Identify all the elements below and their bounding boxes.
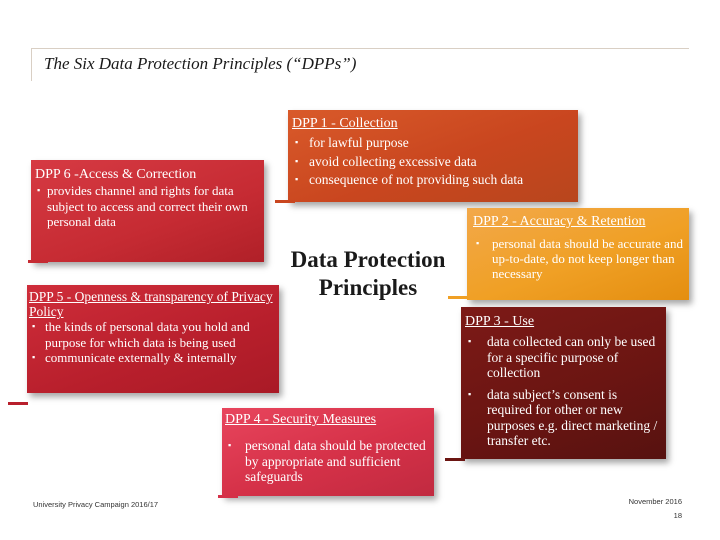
dpp2-heading: DPP 2 - Accuracy & Retention [473, 214, 646, 229]
dpp3-accent-tick [445, 458, 465, 461]
center-title: Data Protection Principles [290, 247, 446, 300]
list-item: ▪ the kinds of personal data you hold and purpose for which data is being used [32, 319, 250, 350]
bullet-icon: ▪ [468, 388, 472, 399]
footer-date: November 2016 [628, 497, 682, 506]
bullet-icon: ▪ [37, 185, 41, 195]
dpp4-bullet-list [225, 438, 430, 485]
dpp5-box [27, 285, 279, 393]
slide-title: The Six Data Protection Principles (“DPPs”) [44, 54, 357, 73]
dpp3-box [461, 307, 666, 459]
list-item: ▪ data collected can only be used for a specific purpose of collection [468, 334, 656, 380]
footer-campaign: University Privacy Campaign 2016/17 [33, 500, 159, 509]
dpp4-box [222, 408, 434, 496]
dpp2-box [467, 208, 689, 300]
dpp6-heading: DPP 6 -Access & Correction [35, 167, 197, 182]
dpp4-accent-tick [218, 495, 238, 498]
dpp2-bullet-list [473, 236, 686, 281]
dpp3-heading: DPP 3 - Use [465, 314, 535, 329]
title-frame-corner [31, 48, 32, 81]
bullet-icon: ▪ [32, 352, 36, 362]
bullet-icon: ▪ [295, 155, 299, 166]
bullet-icon: ▪ [295, 137, 299, 147]
title-frame-line [31, 48, 689, 49]
page-number: 18 [673, 511, 682, 520]
dpp2-accent-tick [448, 296, 468, 299]
dpp6-accent-tick [28, 260, 48, 263]
bullet-icon: ▪ [295, 174, 299, 184]
dpp1-bullet-list [292, 135, 574, 188]
dpp5-bullet-list [29, 319, 275, 366]
list-item: ▪ data subject’s consent is required for other or new purposes e.g. direct marketing / transfer etc. [468, 386, 658, 448]
list-item: ▪ consequence of not providing such data [295, 172, 524, 187]
bullet-icon: ▪ [476, 238, 480, 248]
dpp1-heading: DPP 1 - Collection [292, 116, 398, 131]
list-item: ▪ personal data should be protected by appropriate and sufficient safeguards [228, 438, 426, 484]
dpp4-heading: DPP 4 - Security Measures [225, 412, 377, 427]
bullet-icon: ▪ [228, 440, 232, 450]
dpp6-bullet-list [35, 183, 262, 230]
dpp3-bullet-list [465, 334, 663, 449]
bullet-icon: ▪ [468, 336, 472, 346]
list-item: ▪ personal data should be accurate and up-to-date, do not keep longer than necessary [476, 236, 683, 281]
list-item: ▪ avoid collecting excessive data [295, 153, 477, 169]
dpp6-box [31, 160, 264, 262]
bullet-icon: ▪ [32, 321, 36, 331]
footer-right [629, 495, 682, 523]
dpp1-accent-tick [275, 200, 295, 203]
dpp1-box [288, 110, 578, 202]
dpp5-heading: DPP 5 - Openness & transparency of Privacy Policy [29, 289, 273, 319]
list-item: ▪ communicate externally & internally [32, 350, 237, 365]
list-item: ▪ provides channel and rights for data subject to access and correct their own personal data [37, 183, 248, 229]
list-item: ▪ for lawful purpose [295, 135, 409, 150]
dpp5-accent-tick [8, 402, 28, 405]
